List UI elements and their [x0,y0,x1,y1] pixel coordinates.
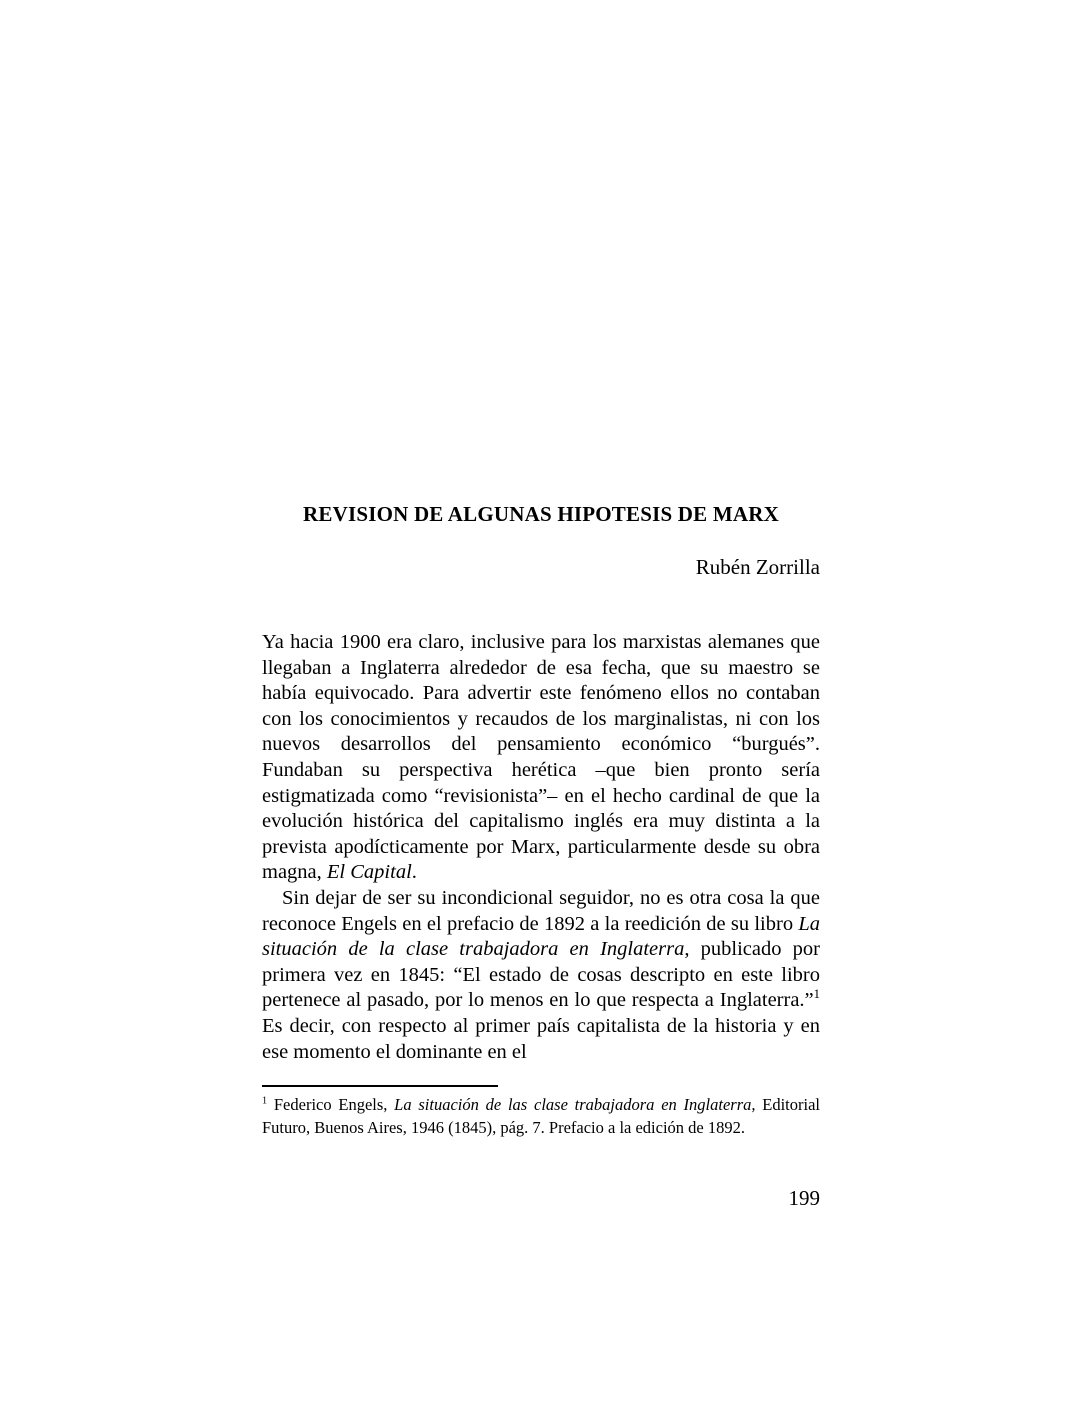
text-segment-normal: Sin dejar de ser su incondicional seguidor, no es otra cosa la que reconoce Engels en el prefacio de 1892 a la reedición de su libro [262,886,820,935]
text-segment-italic: La situación de las clase trabajadora en Inglaterra, [394,1095,756,1114]
text-segment-normal: . [411,861,417,884]
footnote-separator-rule [262,1085,498,1087]
text-segment-normal: Ya hacia 1900 era claro, inclusive para los marxistas alemanes que llegaban a Inglaterra alrededor de esa fecha, que su maestro se había equivocado. Para advertir este fenómeno ellos no contaban con los conocimientos y recaudos de los marginalistas, ni con los nuevos desarrollos del pensamiento económico “burgués”. Fundaban su perspectiva herética –que bien pronto sería estigmatizada como “revisionista”– en el hecho cardinal de que la evolución histórica del capitalismo inglés era muy distinta a la prevista apodícticamente por Marx, particularmente desde su obra magna, [262,631,820,884]
text-segment-sup: 1 [262,1095,268,1107]
paragraph-1 [262,630,820,886]
footnote-text [262,1094,820,1139]
text-segment-italic: El Capital [326,861,412,884]
text-segment-normal: , publicado por primera vez en 1845: “El estado de cosas descripto en este libro pertenece al pasado, por lo menos en lo que respecta a Inglaterra.” [262,938,821,1012]
author-name: Rubén Zorrilla [695,555,820,579]
paragraph-2 [262,886,820,1065]
text-segment-sup: 1 [813,987,820,1002]
article-title: REVISION DE ALGUNAS HIPOTESIS DE MARX [303,502,779,526]
text-segment-normal: Editorial Futuro, Buenos Aires, 1946 (1845), pág. 7. Prefacio a la edición de 1892. [262,1095,820,1137]
body-text [262,630,820,1065]
page-number: 199 [788,1186,820,1210]
text-segment-normal: Es decir, con respecto al primer país capitalista de la historia y en ese momento el dominante en el [262,1014,820,1063]
text-segment-italic: La situación de la clase trabajadora en Inglaterra [262,912,820,961]
text-segment-normal: Federico Engels, [267,1095,395,1114]
